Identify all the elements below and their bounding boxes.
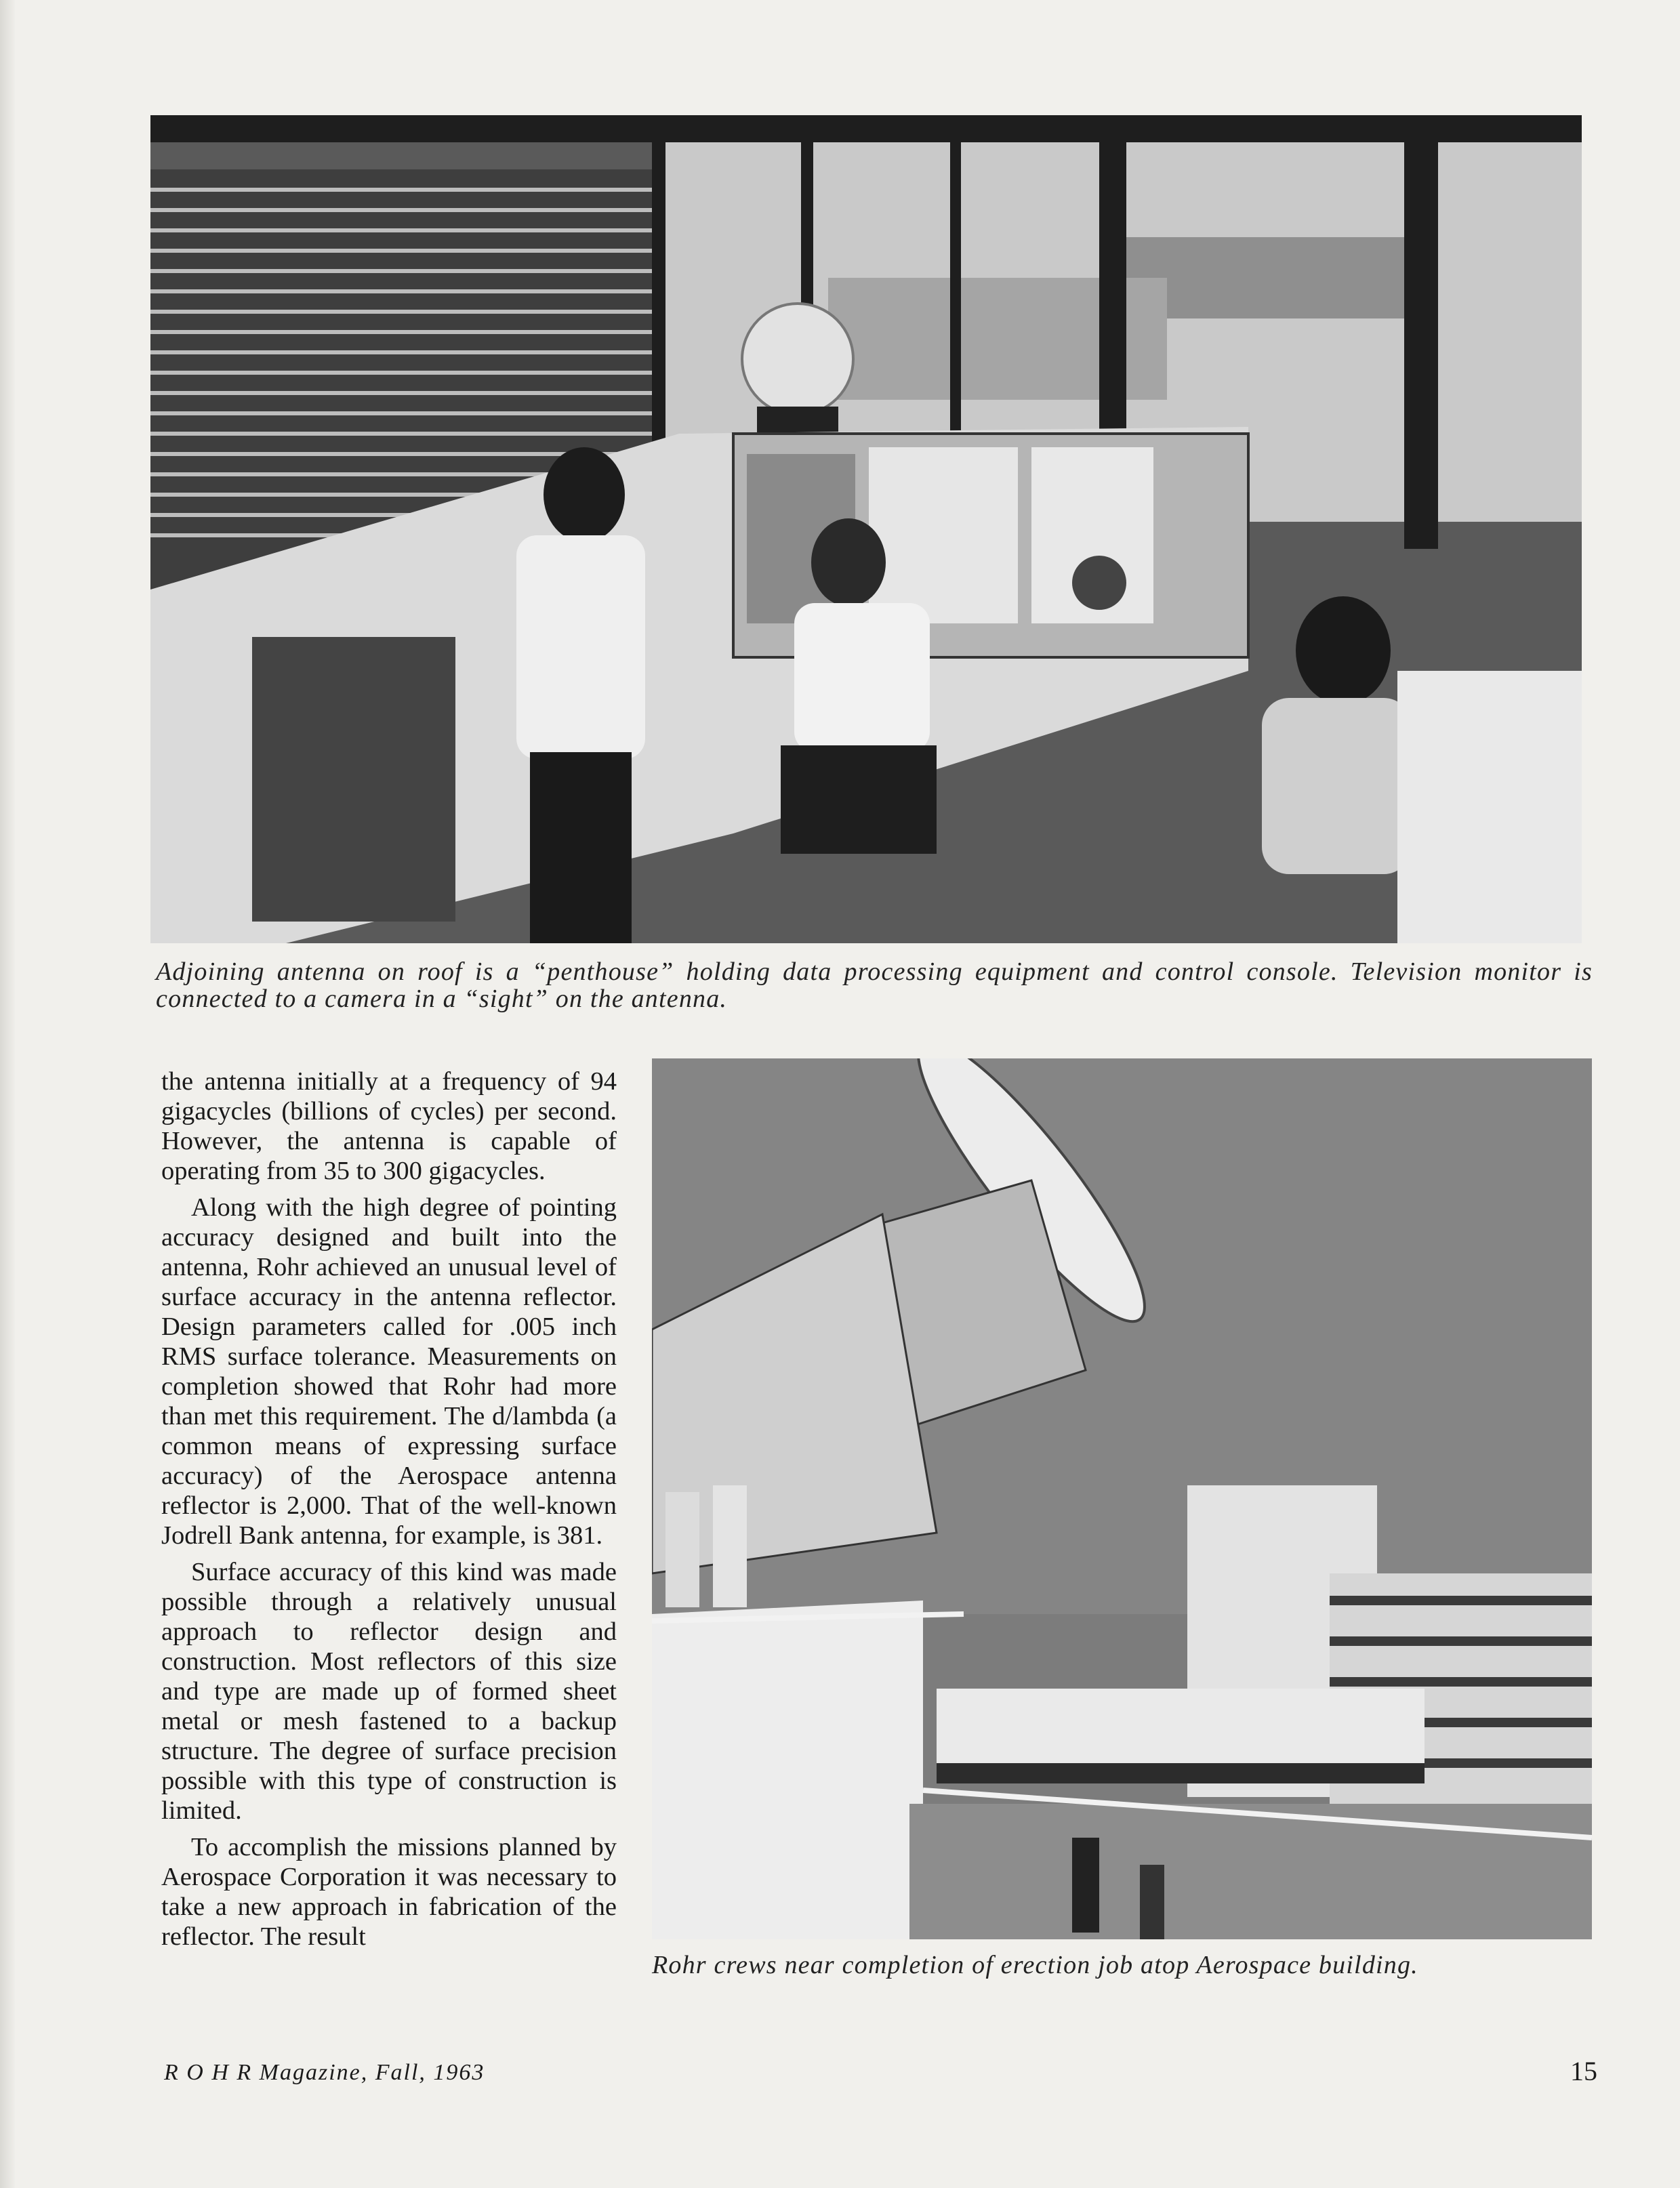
control-room-photo	[150, 115, 1582, 943]
article-body-column	[161, 1067, 617, 1952]
page-number: 15	[1570, 2056, 1597, 2086]
body-paragraph: Along with the high degree of pointing accuracy designed and built into the antenna, Rohr achieved an unusual level of surface accuracy in the antenna reflector. Design parameters called for .005 inch RMS surface tolerance. Measurements on completion showed that Rohr had more than met this requirement. The d/lambda (a common means of expressing surface accuracy) of the Aerospace antenna reflector is 2,000. That of the well-known Jodrell Bank antenna, for example, is 381.	[161, 1193, 617, 1550]
publication-footer: R O H R Magazine, Fall, 1963	[164, 2060, 485, 2085]
body-paragraph: To accomplish the missions planned by Aerospace Corporation it was necessary to take a new approach in fabrication of the reflector. The result	[161, 1833, 617, 1951]
page-edge	[0, 0, 15, 2188]
top-photo-caption: Adjoining antenna on roof is a “penthouse” holding data processing equipment and control console. Television monitor is connected to a camera in a “sight” on the antenna.	[156, 957, 1593, 1013]
body-paragraph: Surface accuracy of this kind was made possible through a relatively unusual approach to reflector design and construction. Most reflectors of this size and type are made up of formed sheet metal or mesh fastened to a backup structure. The degree of surface precision possible with this type of construction is limited.	[161, 1558, 617, 1825]
antenna-erection-photo	[652, 1058, 1592, 1939]
bottom-photo-caption: Rohr crews near completion of erection job atop Aerospace building.	[652, 1951, 1418, 1979]
body-paragraph: the antenna initially at a frequency of 94 gigacycles (billions of cycles) per second. However, the antenna is capable of operating from 35 to 300 gigacycles.	[161, 1067, 617, 1185]
